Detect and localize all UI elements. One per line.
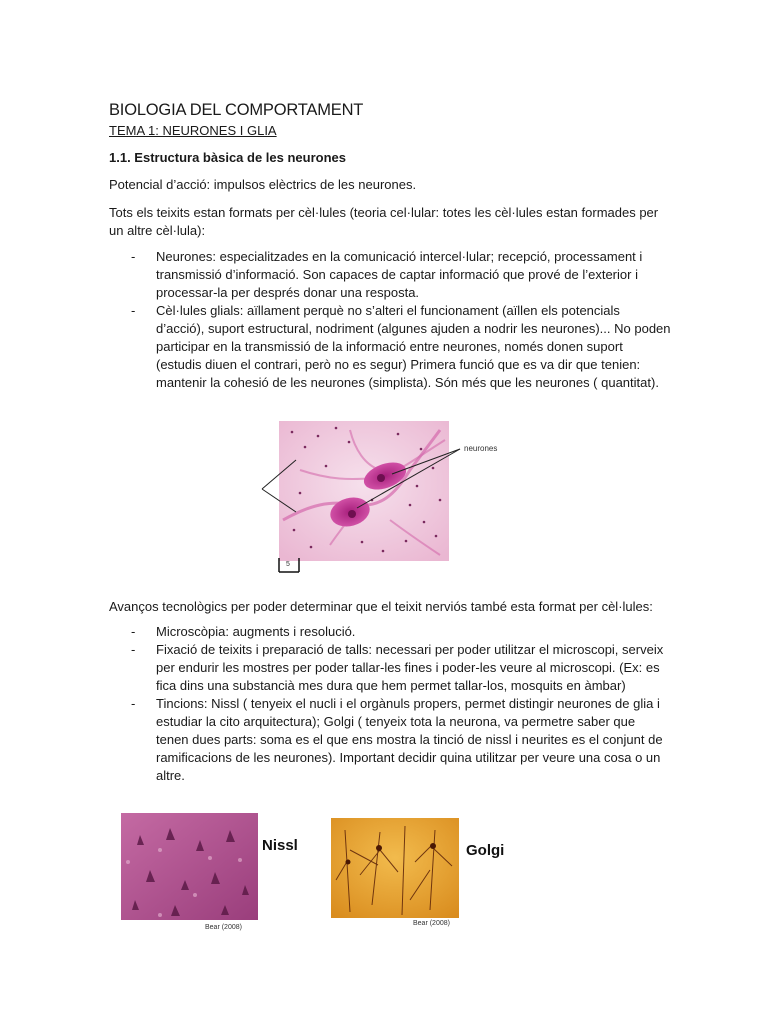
bullet-dash: - [131,303,136,318]
nissl-caption: Bear (2008) [205,924,242,931]
list-item [131,302,671,392]
list-item [131,695,671,785]
list-item [131,248,671,302]
bullet-text: Cèl·lules glials: aïllament perquè no s’alteri el funcionament (aïllen els potencials d’acció), suport estructural, nodriment (algunes ajuden a nodrir les neurones)... No poden participar en la transmissió de la informació entre neurones, només donen suport (estudis diuen el contrari, però no es segur) Primera funció que es va dir que tenien: mantenir la cohesió de les neurones (simplista). Són més que les neurones ( quantitat). [156,303,671,390]
nissl-label: Nissl [262,837,298,854]
bullet-list-cells [131,248,671,392]
bullet-text: Fixació de teixits i preparació de talls: necessari per poder utilitzar el microscopi, serveix per endurir les mostres per poder tallar-les fines i poder-les veure al microscopi. (Ex: es fica dins una substancià mes dura que hem permet tallar-los, mosquits en àmbar) [156,642,664,693]
golgi-caption: Bear (2008) [413,920,450,927]
paragraph-potencial: Potencial d’acció: impulsos elèctrics de les neurones. [109,177,417,192]
bullet-dash: - [131,249,136,264]
list-item [131,623,671,641]
list-item [131,641,671,695]
neurones-label: neurones [464,444,498,453]
figure-number: 5 [286,561,290,568]
paragraph-teixits: Tots els teixits estan formats per cèl·lules (teoria cel·lular: totes les cèl·lules estan formades per un altre cèl·lula): [109,205,659,238]
document-title: BIOLOGIA DEL COMPORTAMENT [109,101,364,119]
bullet-list-techniques [131,623,671,785]
document-subtitle: TEMA 1: NEURONES I GLIA [109,123,277,138]
bullet-dash: - [131,696,136,711]
golgi-label: Golgi [466,842,505,859]
section-heading: 1.1. Estructura bàsica de les neurones [109,150,346,165]
bullet-dash: - [131,642,136,657]
bullet-dash: - [131,624,136,639]
paragraph-avancos: Avanços tecnològics per poder determinar que el teixit nerviós també esta format per cèl·lules: [109,599,653,614]
bullet-text: Tincions: Nissl ( tenyeix el nucli i el orgànuls propers, permet distingir neurones de glia i estudiar la cito arquitectura); Golgi ( tenyeix tota la neurona, va permetre saber que tenen dues parts: soma es el que ens mostra la tinció de nissl i neurites es el conjunt de ramificacions de les neurones). Important decidir quina utilitzar per veure una cosa o un altre. [156,696,663,783]
bullet-text: Neurones: especialitzades en la comunicació intercel·lular; recepció, processament i transmissió d’informació. Son capaces de captar informació que prové de l’exterior i processar-la per després donar una resposta. [156,249,643,300]
bullet-text: Microscòpia: augments i resolució. [156,624,356,639]
